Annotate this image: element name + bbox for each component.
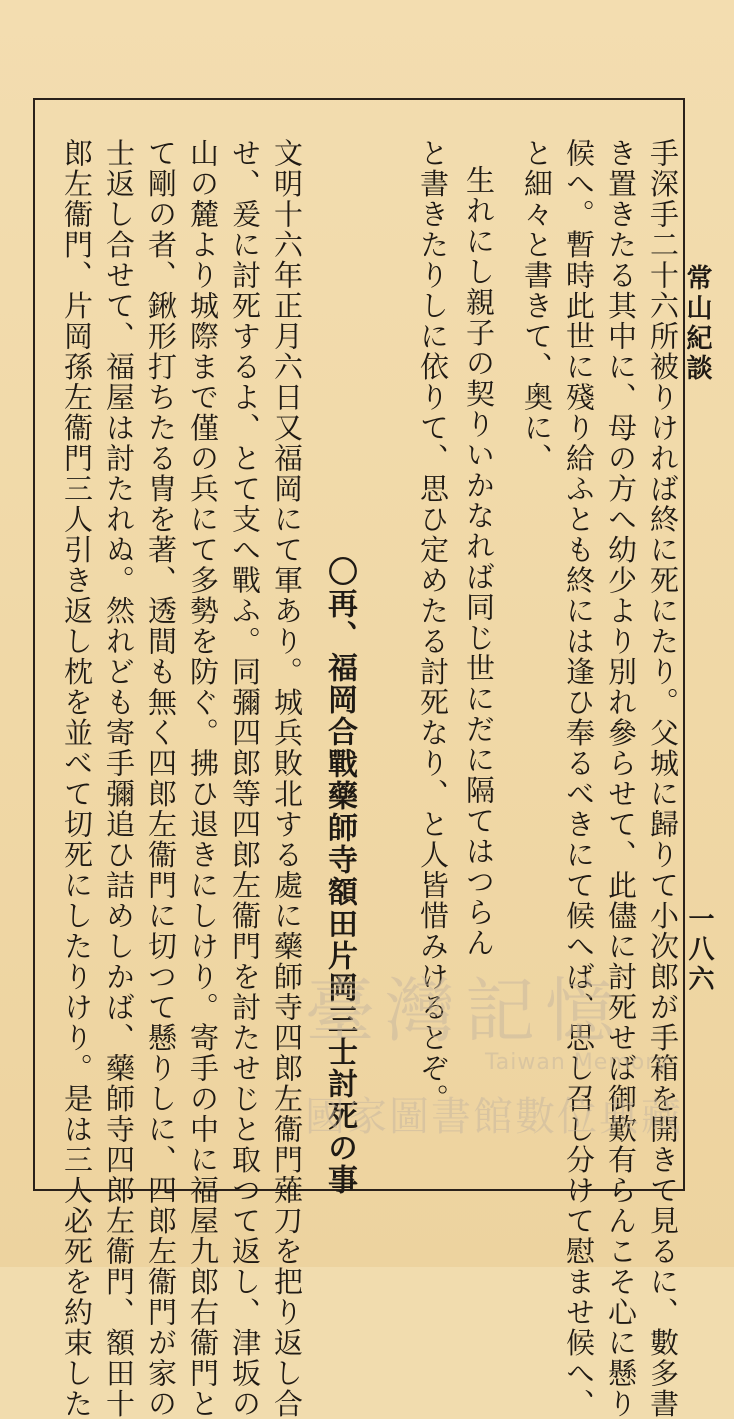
text-column: 山の麓より城際まで僅の兵にて多勢を防ぐ。拂ひ退きにしけり。寄手の中に福屋九郎右衞門と — [186, 138, 220, 1419]
page-number: 一八六 — [684, 905, 714, 995]
watermark-library: 國家圖書館數位典藏 — [305, 1094, 683, 1140]
text-column: せ、爰に討死するよ、とて支へ戰ふ。同彌四郎等四郎左衞門を討たせじと取つて返し、津坂の — [228, 138, 262, 1419]
running-title: 常山紀談 — [682, 264, 712, 384]
section-heading: 〇再、福岡合戰藥師寺額田片岡三士討死の事 — [322, 556, 357, 1196]
text-column: 士返し合せて、福屋は討たれぬ。然れども寄手彌追ひ詰めしかば、藥師寺四郎左衞門、額田十 — [102, 138, 136, 1419]
watermark-english: Taiwan Memory — [485, 1050, 670, 1075]
text-column: 郎左衞門、片岡孫左衞門三人引き返し枕を並べて切死にしたりけり。是は三人必死を約束した — [60, 138, 94, 1419]
text-column: と細々と書きて、奥に、 — [520, 138, 554, 474]
poem-line: 生れにし親子の契りいかなれば同じ世にだに隔てはつらん — [462, 165, 496, 958]
text-column: 候へ。暫時此世に殘り給ふとも終には逢ひ奉るべきにて候へば、思し召し分けて慰ませ候へ、 — [562, 138, 596, 1419]
text-column: て剛の者、鍬形打ちたる冑を著、透間も無く四郎左衞門に切つて懸りしに、四郎左衞門が家の — [144, 138, 178, 1419]
text-column: き置きたる其中に、母の方へ幼少より別れ參らせて、此儘に討死せば御歎有らんこそ心に懸り — [604, 138, 638, 1419]
text-column: と書きたりしに依りて、思ひ定めたる討死なり、と人皆惜みけるとぞ。 — [416, 138, 450, 1114]
text-column: 文明十六年正月六日又福岡にて軍あり。城兵敗北する處に藥師寺四郎左衞門薙刀を把り返し合 — [270, 138, 304, 1419]
watermark-title: 臺灣記憶 — [305, 970, 625, 1052]
text-column: 手深手二十六所被りければ終に死にたり。父城に歸りて小次郎が手箱を開きて見るに、數多書 — [646, 138, 680, 1419]
